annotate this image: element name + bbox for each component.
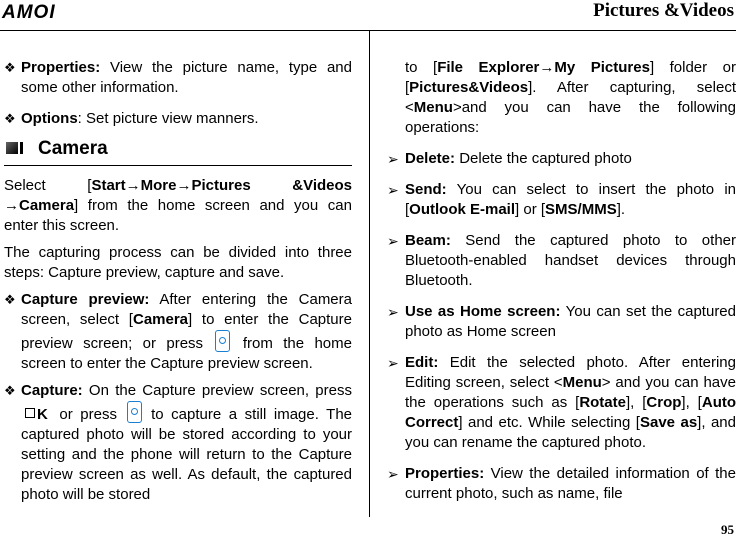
left-column: [4, 58, 352, 505]
list-item-send: ➢ Send: You can select to insert the photo in [Outlook E-mail] or [SMS/MMS].: [387, 181, 736, 218]
item-label: Options: [21, 110, 78, 127]
page-header: [0, 0, 736, 28]
header-rule: [0, 30, 736, 31]
camera-key-icon: [127, 401, 142, 423]
section-marker-icon: [6, 142, 18, 154]
list-item-home-screen: ➢ Use as Home screen: You can set the captured photo as Home screen: [387, 303, 736, 340]
item-label: Properties:: [21, 59, 101, 76]
diamond-bullet-icon: ❖: [4, 292, 16, 307]
item-text: View the picture name, type and some other information.: [21, 59, 352, 96]
column-divider: [369, 31, 370, 517]
list-item-capture: ❖ Capture: On the Capture preview screen, press K or press to capture a still image. The captured photo will be stored according to your setting and the phone will return to the Capture preview screen as well. As default, the captured photo will be stored: [4, 382, 353, 503]
paragraph-select: Select [Start→More→Pictures &Videos →Camera] from the home screen and you can enter this screen.: [4, 177, 352, 234]
list-item-delete: ➢ Delete: Delete the captured photo: [387, 150, 632, 167]
list-item-properties-detail: ➢ Properties: View the detailed information of the current photo, such as name, file: [387, 465, 736, 502]
list-item-edit: ➢ Edit: Edit the selected photo. After entering Editing screen, select <Menu> and you can have the operations such as [Rotate], [Crop], [Auto Correct] and etc. While selecting [Save as], and you can rename the captured photo.: [387, 354, 736, 451]
diamond-bullet-icon: ❖: [4, 383, 16, 398]
diamond-bullet-icon: ❖: [4, 111, 16, 126]
list-item-options: [4, 109, 352, 129]
arrow-bullet-icon: ➢: [387, 233, 399, 249]
section-title: Camera: [38, 138, 108, 159]
arrow-bullet-icon: ➢: [387, 304, 399, 320]
paragraph-steps: The capturing process can be divided into three steps: Capture preview, capture and save.: [4, 244, 352, 281]
paragraph-intro: to [File Explorer→My Pictures] folder or [Pictures&Videos]. After capturing, select <Menu>and you can have the following operations:: [405, 59, 736, 136]
section-heading-camera: [4, 139, 352, 166]
list-item-beam: ➢ Beam: Send the captured photo to other Bluetooth-enabled handset devices through Bluetooth.: [387, 232, 736, 289]
section-marker-bar: [20, 142, 23, 154]
page-number: 95: [721, 522, 734, 537]
arrow-bullet-icon: ➢: [387, 151, 399, 167]
amoi-logo: AMOI: [2, 2, 56, 23]
diamond-bullet-icon: ❖: [4, 60, 16, 75]
list-item-properties: [4, 58, 352, 98]
arrow-bullet-icon: ➢: [387, 355, 399, 371]
item-text: : Set picture view manners.: [77, 110, 259, 127]
right-column: [387, 58, 736, 504]
list-item-capture-preview: ❖ Capture preview: After entering the Camera screen, select [Camera] to enter the Capture preview screen; or press from the home screen to enter the Capture preview screen.: [4, 291, 352, 372]
ok-key-icon: K: [25, 405, 48, 425]
arrow-bullet-icon: ➢: [387, 182, 399, 198]
camera-key-icon: [215, 330, 230, 352]
arrow-bullet-icon: ➢: [387, 466, 399, 482]
page-title: Pictures &Videos: [593, 0, 734, 21]
